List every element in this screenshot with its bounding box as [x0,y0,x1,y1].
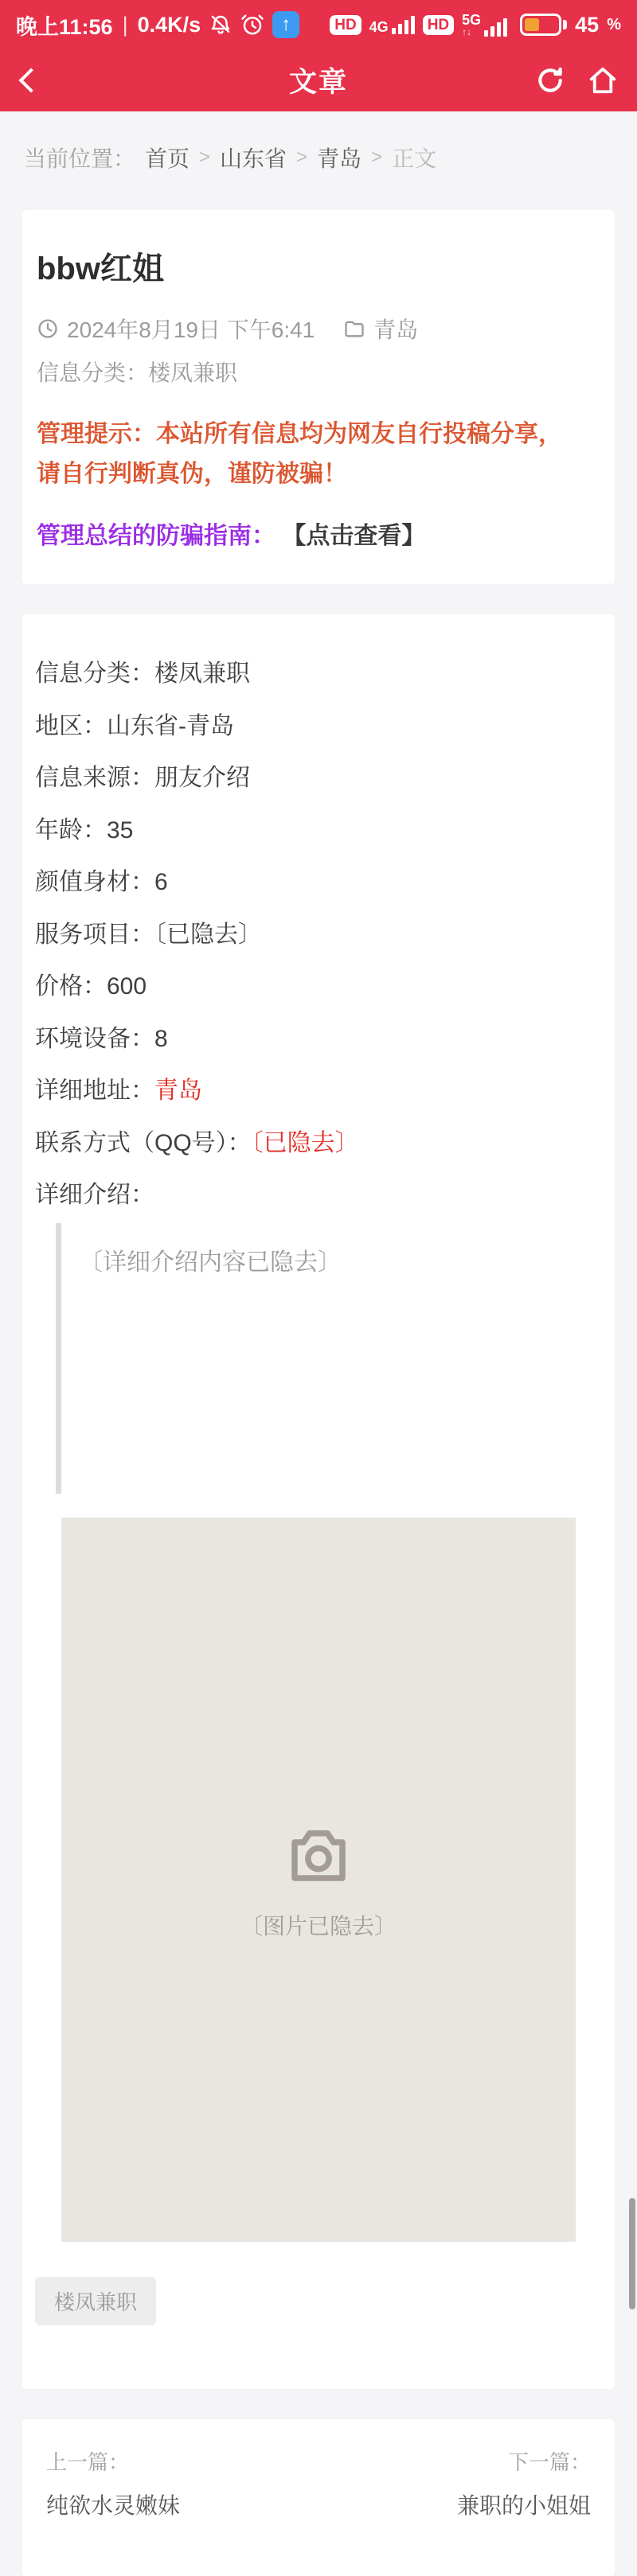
signal-bars-icon-2 [484,18,507,37]
field-label: 颜值身材： [35,869,154,895]
category-line: 信息分类：楼凤兼职 [37,360,238,385]
article-header-card [22,210,615,584]
page-title: 文章 [288,67,349,98]
signal-sim2 [462,13,507,37]
field-label: 价格： [35,973,107,1000]
field-value: 山东省-青岛 [107,712,234,739]
field-value: 8 [154,1025,168,1052]
admin-notice-line1: 管理提示：本站所有信息均为网友自行投稿分享， [37,421,562,447]
breadcrumb-link-home[interactable]: 首页 [145,146,190,171]
field-value: 楼凤兼职 [154,661,250,687]
upload-arrow-badge: ↑ [272,11,299,38]
field-address [35,1076,602,1106]
article-title: bbw红姐 [37,251,164,286]
publish-date: 2024年8月19日 下午6:41 [67,318,315,342]
breadcrumb-separator: > [296,146,308,168]
post-navigation-card [22,2419,615,2576]
field-contact-redacted [35,1128,602,1159]
field-value: 600 [107,973,147,1000]
field-services-redacted [35,920,602,950]
field-label: 详细地址： [35,1078,154,1104]
field-value: 6 [154,869,168,895]
field-label: 地区： [35,712,107,739]
field-value: 〔已隐去〕 [251,1129,359,1156]
field-label: 信息来源： [35,765,154,791]
breadcrumb-link-province[interactable]: 山东省 [220,146,287,171]
field-label: 环境设备： [35,1025,154,1052]
field-value: 青岛 [154,1078,202,1104]
article-meta [37,313,600,345]
back-button[interactable] [18,68,43,92]
guide-label: 管理总结的防骗指南： [37,523,276,549]
breadcrumb-separator: > [371,146,383,168]
prev-label: 上一篇： [46,2449,130,2474]
field-label: 年龄： [35,816,107,844]
detail-intro-label: 详细介绍： [35,1182,154,1208]
detail-intro-redacted: 〔详细介绍内容已隐去〕 [56,1223,602,1494]
next-post-link[interactable]: 兼职的小姐姐 [456,2492,591,2518]
field-label: 信息分类： [35,661,154,687]
category-tag[interactable]: 楼凤兼职 [35,2277,156,2325]
photo-redacted-note: 〔图片已隐去〕 [240,1913,397,1939]
hd-voice-badge: HD [330,15,361,35]
article-body-card [22,614,615,2389]
field-price [35,972,602,1002]
breadcrumb-link-city[interactable]: 青岛 [317,146,362,171]
scrollbar-thumb[interactable] [629,2198,635,2309]
prev-post-link[interactable]: 纯欲水灵嫩妹 [46,2492,181,2518]
hd-voice-badge-2: HD [423,15,454,35]
region-link[interactable]: 青岛 [373,318,419,342]
battery-percent: 45 [575,12,600,37]
percent-sign: % [607,15,621,33]
anti-fraud-guide [37,516,600,551]
clock-icon [37,318,59,340]
next-post [457,2446,591,2520]
field-region [35,711,602,742]
status-time: 晚上11:56 [16,14,113,39]
signal-sim1 [369,16,415,34]
field-source [35,763,602,793]
field-value: 朋友介绍 [154,765,250,791]
breadcrumb-label: 当前位置： [24,146,136,171]
admin-notice [37,415,600,493]
field-age [35,816,602,846]
breadcrumb [0,111,637,210]
article-photo-placeholder[interactable] [61,1518,576,2242]
home-button[interactable] [588,65,618,95]
field-environment-rating [35,1024,602,1054]
admin-notice-line2: 请自行判断真伪，谨防被骗！ [37,460,347,487]
battery-icon [520,14,567,36]
folder-icon [343,318,365,340]
field-label: 服务项目： [35,921,154,948]
next-label: 下一篇： [507,2449,591,2474]
signal-bars-icon [392,16,415,34]
status-net-speed: 0.4K/s [137,12,201,37]
guide-view-link[interactable]: 【点击查看】 [282,523,426,549]
field-looks-rating [35,867,602,898]
status-separator: | [122,12,128,37]
bell-muted-icon [209,13,233,37]
field-label: 联系方式（QQ号）： [35,1129,252,1156]
refresh-button[interactable] [535,65,565,95]
network-type-label: 4G [369,18,389,35]
data-activity-arrows-icon: ↑↓ [462,26,472,37]
nav-bar [0,49,637,111]
camera-icon [283,1818,354,1890]
prev-post [46,2446,180,2520]
field-value: 〔已隐去〕 [154,921,262,948]
field-value: 35 [107,816,134,844]
network-type-label-2: 5G [462,12,482,28]
field-category [35,659,602,689]
alarm-clock-icon [240,13,264,37]
breadcrumb-current: 正文 [392,146,437,171]
breadcrumb-separator: > [199,146,211,168]
status-bar [0,0,637,49]
